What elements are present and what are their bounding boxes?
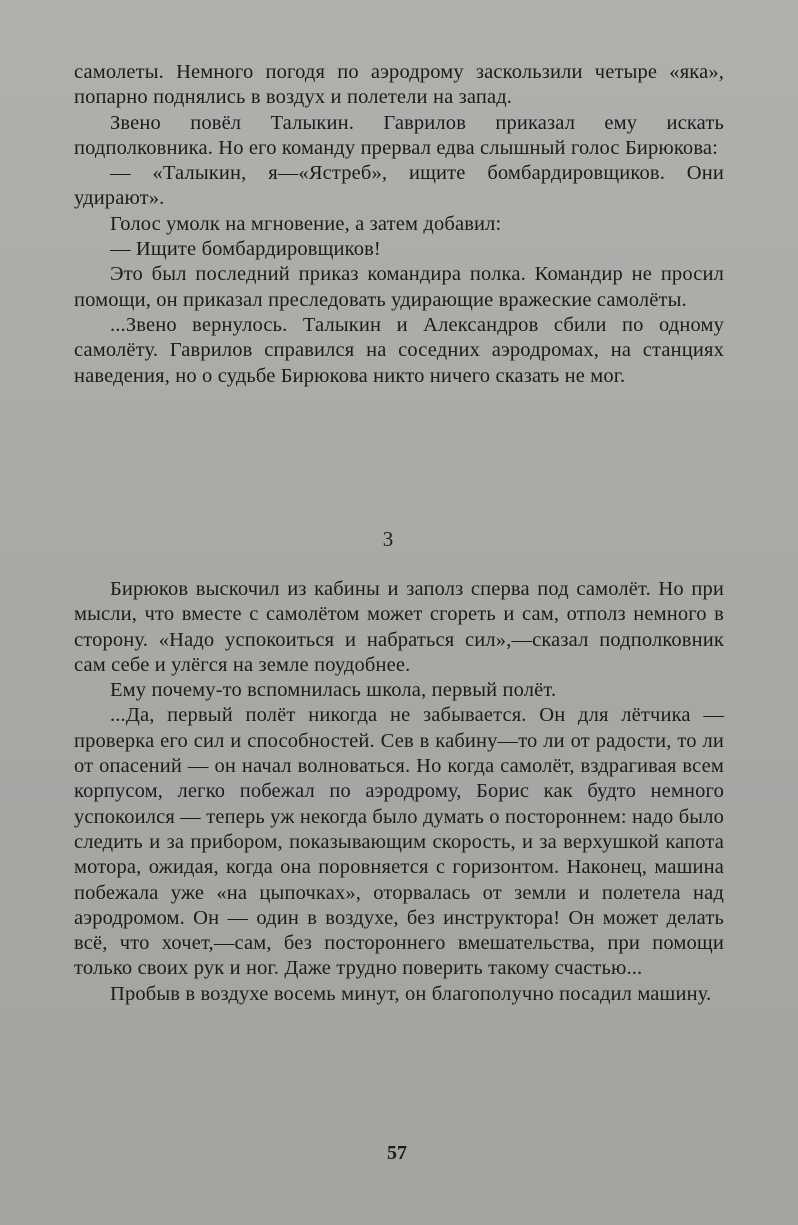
paragraph: самолеты. Немного погодя по аэродрому заскользили четыре «яка», попарно поднялись в воздух и полетели на запад. <box>74 61 724 109</box>
page-number: 57 <box>387 1142 407 1164</box>
paragraph: Бирюков выскочил из кабины и заполз сперва под самолёт. Но при мысли, что вместе с самолётом может сгореть и сам, отполз немного в сторону. «Надо успокоиться и набраться сил»,—сказал подполковник сам себе и улёгся на земле поудобнее. <box>74 578 724 676</box>
paragraph: — «Талыкин, я—«Ястреб», ищите бомбардировщиков. Они удирают». <box>74 162 724 210</box>
paragraph: Голос умолк на мгновение, а затем добавил: <box>110 212 502 235</box>
paragraph: Пробыв в воздухе восемь минут, он благополучно посадил машину. <box>110 982 712 1005</box>
text-block-top <box>74 60 724 389</box>
paragraph: Ему почему-то вспомнилась школа, первый полёт. <box>110 679 557 702</box>
paragraph: Это был последний приказ командира полка. Командир не просил помощи, он приказал преследовать удирающие вражеские самолёты. <box>74 263 724 311</box>
paragraph: ...Звено вернулось. Талыкин и Александров сбили по одному самолёту. Гаврилов справился на соседних аэродромах, на станциях наведения, но о судьбе Бирюкова никто ничего сказать не мог. <box>74 313 724 387</box>
section-heading: 3 <box>382 527 394 551</box>
paragraph: — Ищите бомбардировщиков! <box>110 238 381 261</box>
paragraph: ...Да, первый полёт никогда не забывается. Он для лётчика — проверка его сил и способностей. Сев в кабину—то ли от радости, то ли от опасений — он начал волноваться. Но когда самолёт, вздрагивая всем корпусом, легко побежал по аэродрому, Борис как будто немного успокоился — теперь уж некогда было думать о постороннем: надо было следить и за прибором, показывающим скорость, и за верхушкой капота мотора, ожидая, когда она поровняется с горизонтом. Наконец, машина побежала уже «на цыпочках», оторвалась от земли и полетела над аэродромом. Он — один в воздухе, без инструктора! Он может делать всё, что хочет,—сам, без постороннего вмешательства, при помощи только своих рук и ног. Даже трудно поверить такому счастью... <box>74 704 724 980</box>
text-block-bottom <box>74 577 724 1007</box>
paragraph: Звено повёл Талыкин. Гаврилов приказал ему искать подполковника. Но его команду прервал едва слышный голос Бирюкова: <box>74 111 724 159</box>
